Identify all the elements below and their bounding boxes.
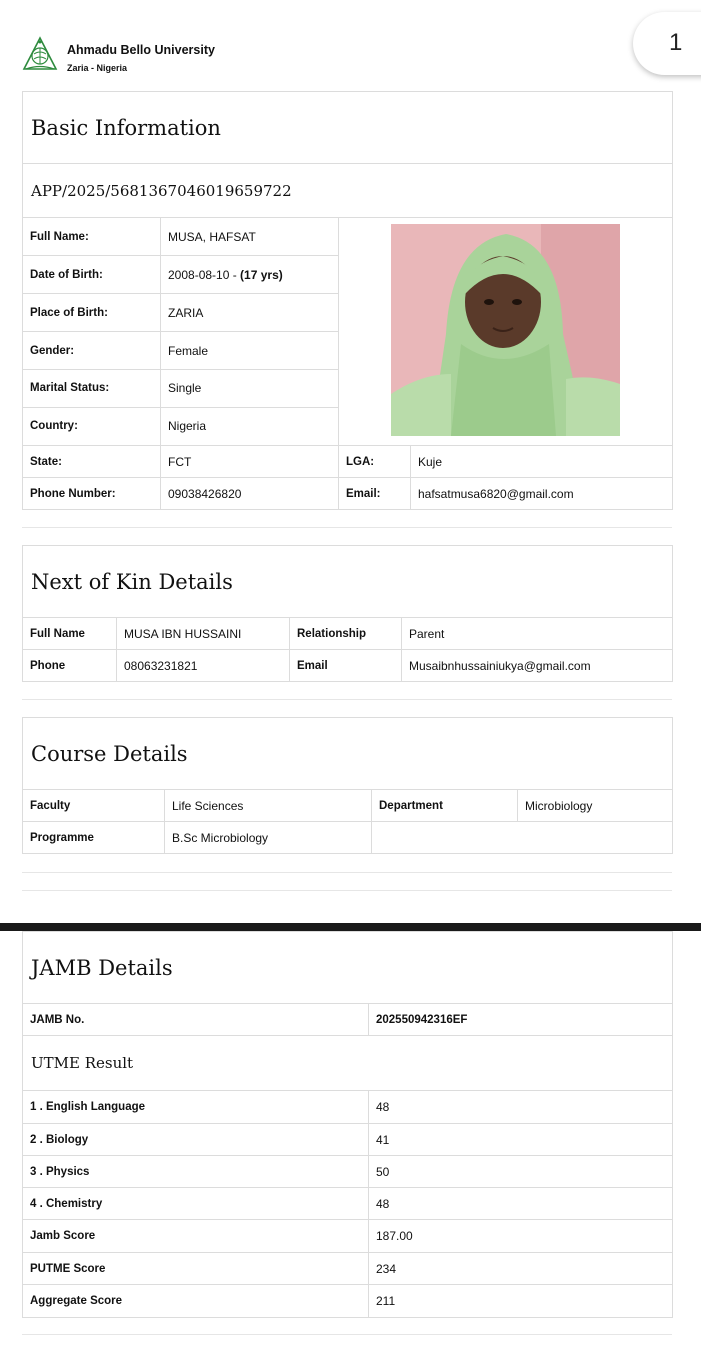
jamb-score-label: Jamb Score — [23, 1220, 369, 1253]
empty-cell — [372, 822, 673, 854]
dob-label: Date of Birth: — [23, 256, 161, 294]
programme-value: B.Sc Microbiology — [165, 822, 372, 854]
putme-score-value: 234 — [369, 1253, 673, 1285]
jamb-details-table — [22, 931, 673, 1318]
full-name-value: MUSA, HAFSAT — [161, 218, 339, 256]
state-value: FCT — [161, 446, 339, 478]
kin-email-label: Email — [290, 650, 402, 682]
gender-value: Female — [161, 332, 339, 369]
course-details-table — [22, 717, 673, 854]
marital-status-label: Marital Status: — [23, 369, 161, 407]
aggregate-score-label: Aggregate Score — [23, 1285, 369, 1318]
pob-value: ZARIA — [161, 294, 339, 332]
subject-score: 48 — [369, 1091, 673, 1124]
subject-name: 4 . Chemistry — [23, 1188, 369, 1220]
phone-label: Phone Number: — [23, 478, 161, 510]
kin-name-value: MUSA IBN HUSSAINI — [117, 618, 290, 650]
subject-score: 48 — [369, 1188, 673, 1220]
jamb-details-title: JAMB Details — [23, 932, 673, 1004]
country-label: Country: — [23, 407, 161, 445]
subject-name: 2 . Biology — [23, 1124, 369, 1156]
page-number: 1 — [669, 29, 683, 56]
kin-email-value: Musaibnhussainiukya@gmail.com — [402, 650, 673, 682]
subject-score: 41 — [369, 1124, 673, 1156]
dob-date: 2008-08-10 - — [168, 267, 241, 282]
faculty-value: Life Sciences — [165, 790, 372, 822]
full-name-label: Full Name: — [23, 218, 161, 256]
section-divider — [22, 1334, 672, 1335]
gender-label: Gender: — [23, 332, 161, 369]
basic-info-title: Basic Information — [23, 92, 673, 164]
subject-name: 1 . English Language — [23, 1091, 369, 1124]
putme-score-label: PUTME Score — [23, 1253, 369, 1285]
university-location: Zaria - Nigeria — [67, 63, 128, 73]
passport-photo-image — [391, 224, 620, 436]
passport-photo — [391, 224, 620, 436]
university-logo-icon — [22, 36, 58, 72]
lga-label: LGA: — [339, 446, 411, 478]
pob-label: Place of Birth: — [23, 294, 161, 332]
phone-value: 09038426820 — [161, 478, 339, 510]
section-divider — [22, 699, 672, 700]
marital-status-value: Single — [161, 369, 339, 407]
state-label: State: — [23, 446, 161, 478]
department-label: Department — [372, 790, 518, 822]
kin-phone-value: 08063231821 — [117, 650, 290, 682]
jamb-no-label: JAMB No. — [23, 1004, 369, 1036]
kin-relationship-value: Parent — [402, 618, 673, 650]
email-value: hafsatmusa6820@gmail.com — [411, 478, 673, 510]
country-value: Nigeria — [161, 407, 339, 445]
page-break-bar — [0, 923, 701, 931]
faculty-label: Faculty — [23, 790, 165, 822]
subject-score: 50 — [369, 1156, 673, 1188]
application-number: APP/2025/5681367046019659722 — [23, 164, 673, 218]
subject-name: 3 . Physics — [23, 1156, 369, 1188]
department-value: Microbiology — [518, 790, 673, 822]
kin-relationship-label: Relationship — [290, 618, 402, 650]
lga-value: Kuje — [411, 446, 673, 478]
utme-result-title: UTME Result — [23, 1036, 673, 1091]
kin-name-label: Full Name — [23, 618, 117, 650]
passport-photo-cell — [339, 218, 673, 446]
programme-label: Programme — [23, 822, 165, 854]
section-divider — [22, 527, 672, 528]
aggregate-score-value: 211 — [369, 1285, 673, 1318]
kin-phone-label: Phone — [23, 650, 117, 682]
university-name: Ahmadu Bello University — [67, 43, 215, 57]
dob-value — [161, 256, 339, 294]
next-of-kin-title: Next of Kin Details — [23, 546, 673, 618]
course-details-title: Course Details — [23, 718, 673, 790]
jamb-score-value: 187.00 — [369, 1220, 673, 1253]
next-of-kin-table — [22, 545, 673, 682]
section-divider — [22, 872, 672, 873]
section-divider — [22, 890, 672, 891]
age-value: (17 yrs) — [240, 267, 283, 282]
page-number-badge — [633, 12, 701, 75]
basic-information-table — [22, 91, 673, 510]
jamb-no-value: 202550942316EF — [369, 1004, 673, 1036]
email-label: Email: — [339, 478, 411, 510]
